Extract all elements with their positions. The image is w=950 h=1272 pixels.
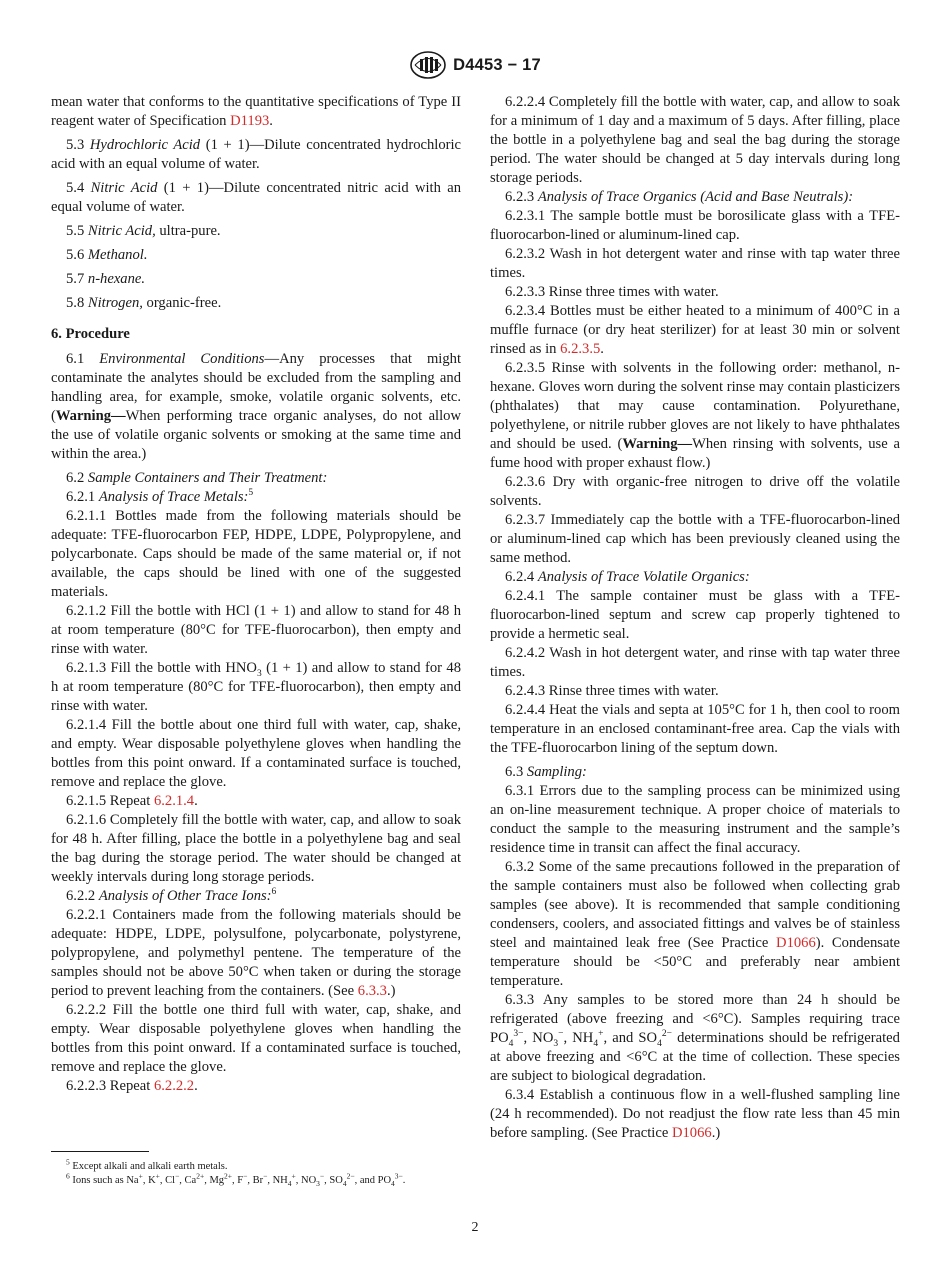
link-6-2-3-5[interactable]: 6.2.3.5 <box>560 341 601 357</box>
left-column <box>51 93 461 1096</box>
page-number: 2 <box>471 1220 479 1235</box>
section-heading-procedure: 6. Procedure <box>51 326 130 342</box>
document-id: D4453 − 17 <box>453 55 541 74</box>
section-6-2-1-5: 6.2.1.5 Repeat 6.2.1.4. <box>66 793 198 809</box>
section-6-2-3-7: 6.2.3.7 Immediately cap the bottle with a TFE-fluorocarbon-lined or aluminum-lined cap which has been previously cleaned using the same method. <box>490 512 900 566</box>
footnote-ref-6[interactable]: 6 <box>271 887 277 898</box>
section-6-2-2-1: 6.2.2.1 Containers made from the following materials should be adequate: HDPE, LDPE, polysulfone, polycarbonate, polystyrene, polypropylene, and polymethyl pentene. The temperature of the samples should not be above 50°C when taken or during the storage period to prevent leaching from the containers. (See 6.3.3.) <box>51 907 461 999</box>
section-5-7: 5.7 n-hexane. <box>66 271 146 287</box>
section-6-2-1-1: 6.2.1.1 Bottles made from the following materials should be adequate: TFE-fluorocarbon FEP, HDPE, LDPE, Polypropylene, and polycarbonate. Caps should be made of the same material or, if not available, the caps should be lined with one of the suggested materials. <box>51 508 461 600</box>
section-6-2-3-4: 6.2.3.4 Bottles must be either heated to a minimum of 400°C in a muffle furnace (or dry heat sterilizer) for at least 30 min or solvent rinsed as in 6.2.3.5. <box>490 303 900 357</box>
section-6-2-4-2: 6.2.4.2 Wash in hot detergent water, and rinse with tap water three times. <box>490 645 900 680</box>
section-6-3-2: 6.3.2 Some of the same precautions followed in the preparation of the sample containers must also be followed when collecting grab samples (see above). It is recommended that sample conditioning condensers, coolers, and associated fittings and valves be of stainless steel and maintained leak free (See Practice D1066). Condensate temperature should be <50°C and preferably near ambient temperature. <box>490 859 900 989</box>
section-6-2-1-6: 6.2.1.6 Completely fill the bottle with water, cap, and allow to soak for 48 h. After filling, place the bottle in a polyethylene bag and seal the bag during the storage period. The water should be changed at weekly intervals during long storage periods. <box>51 812 461 885</box>
link-d1193[interactable]: D1193 <box>230 113 270 129</box>
section-6-2-3: 6.2.3 Analysis of Trace Organics (Acid and Base Neutrals): <box>505 189 854 205</box>
astm-logo-icon <box>409 50 447 80</box>
section-5-3: 5.3 Hydrochloric Acid (1 + 1)—Dilute concentrated hydrochloric acid with an equal volume of water. <box>51 137 462 172</box>
footnotes <box>51 1150 471 1188</box>
section-6-2-3-2: 6.2.3.2 Wash in hot detergent water and rinse with tap water three times. <box>490 246 900 281</box>
section-6-2-4-1: 6.2.4.1 The sample container must be glass with a TFE-fluorocarbon-lined septum and screw cap properly tightened to provide a hermetic seal. <box>490 588 900 642</box>
section-5-6: 5.6 Methanol. <box>66 247 148 263</box>
section-6-2-3-3: 6.2.3.3 Rinse three times with water. <box>505 284 719 300</box>
section-6-3-1: 6.3.1 Errors due to the sampling process can be minimized using an on-line measurement technique. A proper choice of materials to conduct the sample to the measuring instrument and the sample’s residence time in transit can affect the final accuracy. <box>490 783 900 856</box>
section-5-5: 5.5 Nitric Acid, ultra-pure. <box>66 223 221 239</box>
right-column <box>490 93 900 1143</box>
footnote-6: $^6$ Ions such as Na+, K+, Cl−, $Ca^{2+}$, $Mg^{2+}$, F−, Br−, $NH_4^+$, $NO_3^-$, $SO_4^{2-}$, and $PO_4^{3-}$. <box>66 1171 406 1189</box>
section-6-2-4-3: 6.2.4.3 Rinse three times with water. <box>505 683 719 699</box>
link-6-2-1-4[interactable]: 6.2.1.4 <box>153 793 195 809</box>
section-5-8: 5.8 Nitrogen, organic-free. <box>66 295 222 311</box>
section-6-2-4: 6.2.4 Analysis of Trace Volatile Organics: <box>505 569 750 585</box>
section-6-2-2-3: 6.2.2.3 Repeat 6.2.2.2. <box>66 1078 198 1094</box>
page-header <box>0 50 950 86</box>
section-6-2: 6.2 Sample Containers and Their Treatment: <box>66 470 328 486</box>
footnote-ref-5[interactable]: 5 <box>248 488 254 499</box>
section-6-1: 6.1 Environmental Conditions—Any processes that might contaminate the analytes should be excluded from the sampling and handling area, for example, smoke, volatile organic solvents, etc. (Warning—When performing trace organic analyses, do not allow the use of volatile organic solvents or smoking at the same time and within the area.) <box>51 351 462 462</box>
section-6-2-3-5: 6.2.3.5 Rinse with solvents in the following order: methanol, n-hexane. Gloves worn during the solvent rinse may contain plasticizers (phthalates) that may cause contamination. Polyurethane, polyethylene, or nitrile rubber gloves are not likely to have phthalates and should be used. (Warning—When rinsing with solvents, use a fume hood with proper exhaust flow.) <box>490 360 900 471</box>
section-6-2-3-1: 6.2.3.1 The sample bottle must be borosilicate glass with a TFE-fluorocarbon-lined or aluminum-lined cap. <box>490 208 900 243</box>
section-6-2-2: 6.2.2 Analysis of Other Trace Ions:$^6$ <box>66 887 277 904</box>
section-6-3: 6.3 Sampling: <box>505 764 587 780</box>
link-d1066[interactable]: D1066 <box>776 935 816 951</box>
section-6-2-1: 6.2.1 Analysis of Trace Metals:$^5$ <box>66 488 254 505</box>
section-6-2-1-4: 6.2.1.4 Fill the bottle about one third full with water, cap, shake, and empty. Wear disposable polyethylene gloves when handling the bottles from this point onward. If a contaminated surface is touched, remove and replace the glove. <box>51 717 461 790</box>
section-6-2-4-4: 6.2.4.4 Heat the vials and septa at 105°C for 1 h, then cool to room temperature in an enclosed contaminant-free area. Cap the vials with the TFE-fluorocarbon lining of the septum down. <box>490 702 900 756</box>
section-5-4: 5.4 Nitric Acid (1 + 1)—Dilute concentrated nitric acid with an equal volume of water. <box>51 180 462 215</box>
section-6-2-3-6: 6.2.3.6 Dry with organic-free nitrogen to drive off the volatile solvents. <box>490 474 900 509</box>
section-6-3-3: 6.3.3 Any samples to be stored more than 24 h should be refrigerated (above freezing and <6°C). Samples requiring trace $PO_4^{3-}$, $NO_3^-$, $NH_4^+$, and $SO_4^{2-}$ determinations should be refrigerated at above freezing and <6°C at the time of collection. These species are subject to biological degradation. <box>490 992 900 1084</box>
section-6-2-2-4: 6.2.2.4 Completely fill the bottle with water, cap, and allow to soak for a minimum of 1 day and a maximum of 5 days. After filling, place the bottle in a polyethylene bag and seal the bag during the storage period. The water should be changed at 5 day intervals during long storage periods. <box>490 94 900 186</box>
paragraph-water-spec: mean water that conforms to the quantitative specifications of Type II reagent water of Specification D1193. <box>51 94 461 129</box>
section-6-2-2-2: 6.2.2.2 Fill the bottle one third full with water, cap, shake, and empty. Wear disposable polyethylene gloves when handling the bottles from this point onward. If a contaminated surface is touched, remove and replace the glove. <box>51 1002 461 1075</box>
link-d1066-2[interactable]: D1066 <box>671 1125 712 1141</box>
link-6-3-3[interactable]: 6.3.3 <box>357 983 387 999</box>
footnote-5: $^5$ Except alkali and alkali earth metals. <box>66 1157 228 1172</box>
section-6-2-1-3: 6.2.1.3 Fill the bottle with $HNO_3$ (1 + 1) and allow to stand for 48 h at room temperature (80°C for TFE-fluorocarbon), then empty and rinse with water. <box>51 660 461 714</box>
section-6-2-1-2: 6.2.1.2 Fill the bottle with HCl (1 + 1) and allow to stand for 48 h at room temperature (80°C for TFE-fluorocarbon), then empty and rinse with water. <box>51 603 461 657</box>
section-6-3-4: 6.3.4 Establish a continuous flow in a well-flushed sampling line (24 h recommended). Do not readjust the flow rate less than 45 min before sampling. (See Practice D1066.) <box>490 1087 900 1141</box>
link-6-2-2-2[interactable]: 6.2.2.2 <box>153 1078 195 1094</box>
